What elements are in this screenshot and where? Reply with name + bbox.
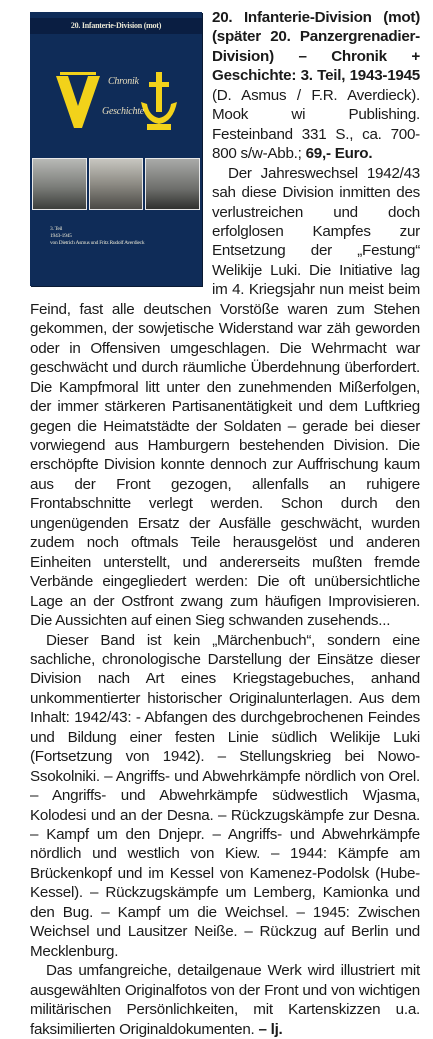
entry-paragraph-3 [30,961,420,1039]
v-emblem-icon [56,72,100,132]
cover-photo [89,158,144,210]
book-cover [30,12,202,286]
cover-photo-strip [32,158,200,210]
review-text-column [30,8,420,1039]
entry-paragraph-1: Der Jahreswechsel 1942/43 sah diese Division inmitten des verlustreichen und doch erfolglosen Kampfes zur Entsetzung der „Festung“ Welikije Luki. Die Initiative lag im 4. Kriegsjahr nun meist beim Feind, fast alle deutschen Vorstöße waren zum Stehen gekommen, der sowjetische Widerstand war zäh geworden oder in Offensiven umgeschlagen. Die Wehrmacht war geschwächt und durch räumliche Überdehnung überfordert. Die Kampfmoral litt unter den zunehmenden Mißerfolgen, der immer stärkeren Partisanentätigkeit und dem Luftkrieg gegen die Heimatstädte der Soldaten – gerade bei dieser vorwiegend aus Hamburgern bestehenden Division. Die erschöpfte Division konnte dennoch zur Auffrischung kaum aus der Front gezogen, allenfalls an ruhigere Frontabschnitte verlegt werden. Schon durch den ungenügenden Ersatz der Ausfälle geschwächt, wurden zudem noch oftmals Teile herausgelöst und anderen Einheiten unterstellt, und andererseits mußten fremde Verbände eingegliedert werden: Die oft unübersichtliche Lage an der Ostfront zwang zum häufigen Improvisieren. Die Aussichten auf einen Sieg schwanden zusehends... [30,164,420,630]
cover-info [50,226,144,247]
entry-paragraph-3-text: Das umfangreiche, detailgenaue Werk wird illustriert mit ausgewählten Originalfotos von der Front und von wichtigen militärischen Persönlichkeiten, mit Kartenskizzen u.a. faksimilierten Originaldokumenten. [30,962,420,1038]
cover-photo [32,158,87,210]
cover-title-band: 20. Infanterie-Division (mot) [30,18,202,34]
book-title: 20. Infanterie-Division (mot) (später 20. Panzergrenadier-Division) – Chronik + Geschichte: 3. Teil, 1943-1945 [212,9,420,85]
anchor-emblem-icon [141,72,177,132]
entry-paragraph-2: Dieser Band ist kein „Märchenbuch“, sondern eine sachliche, chronologische Darstellung der Einsätze dieser Division nach Art eines Kriegstagebuches, anhand unkommentierter historischer Originalunterlagen. Aus dem Inhalt: 1942/43: - Abfangen des durchgebrochenen Feindes und Bildung einer festen Linie südlich Welikije Luki (Fortsetzung von 1942). – Stellungskrieg bei Nowo-Ssokolniki. – Angriffs- und Abwehrkämpfe nördlich von Orel. – Angriffs- und Abwehrkämpfe südwestlich Wjasma, Kolodesi und an der Desna. – Rückzugskämpfe zur Desna. – Kampf um den Dnjepr. – Angriffs- und Abwehrkämpfe nördlich und westlich von Kiew. – 1944: Kämpfe am Brückenkopf und im Kessel von Kamenez-Podolsk (Hube-Kessel). – Rückzugskämpfe um Lemberg, Kamionka und den Bug. – Kampf um die Weichsel. – 1945: Zwischen Weichsel und Lausitzer Neiße. – Rückzug auf Berlin und Mecklenburg. [30,631,420,960]
reviewer-signature: – lj. [258,1020,283,1038]
cover-info-line: 1943-1945 [50,233,72,239]
book-cover-wrapper [30,8,202,290]
cover-info-line: 3. Teil [50,226,63,232]
cover-title-line1: Chronik [108,76,139,87]
book-authors-publisher: (D. Asmus / F.R. Averdieck). Mook wi Publishing. Festeinband 331 S., ca. 700-800 s/w-Abb.; [212,86,420,163]
cover-info-line: von Dietrich Asmus und Fritz Rudolf Averdieck [50,240,145,246]
cover-title-line2: Geschichte [102,106,144,117]
book-price: 69,- Euro. [305,145,373,163]
cover-photo [145,158,200,210]
